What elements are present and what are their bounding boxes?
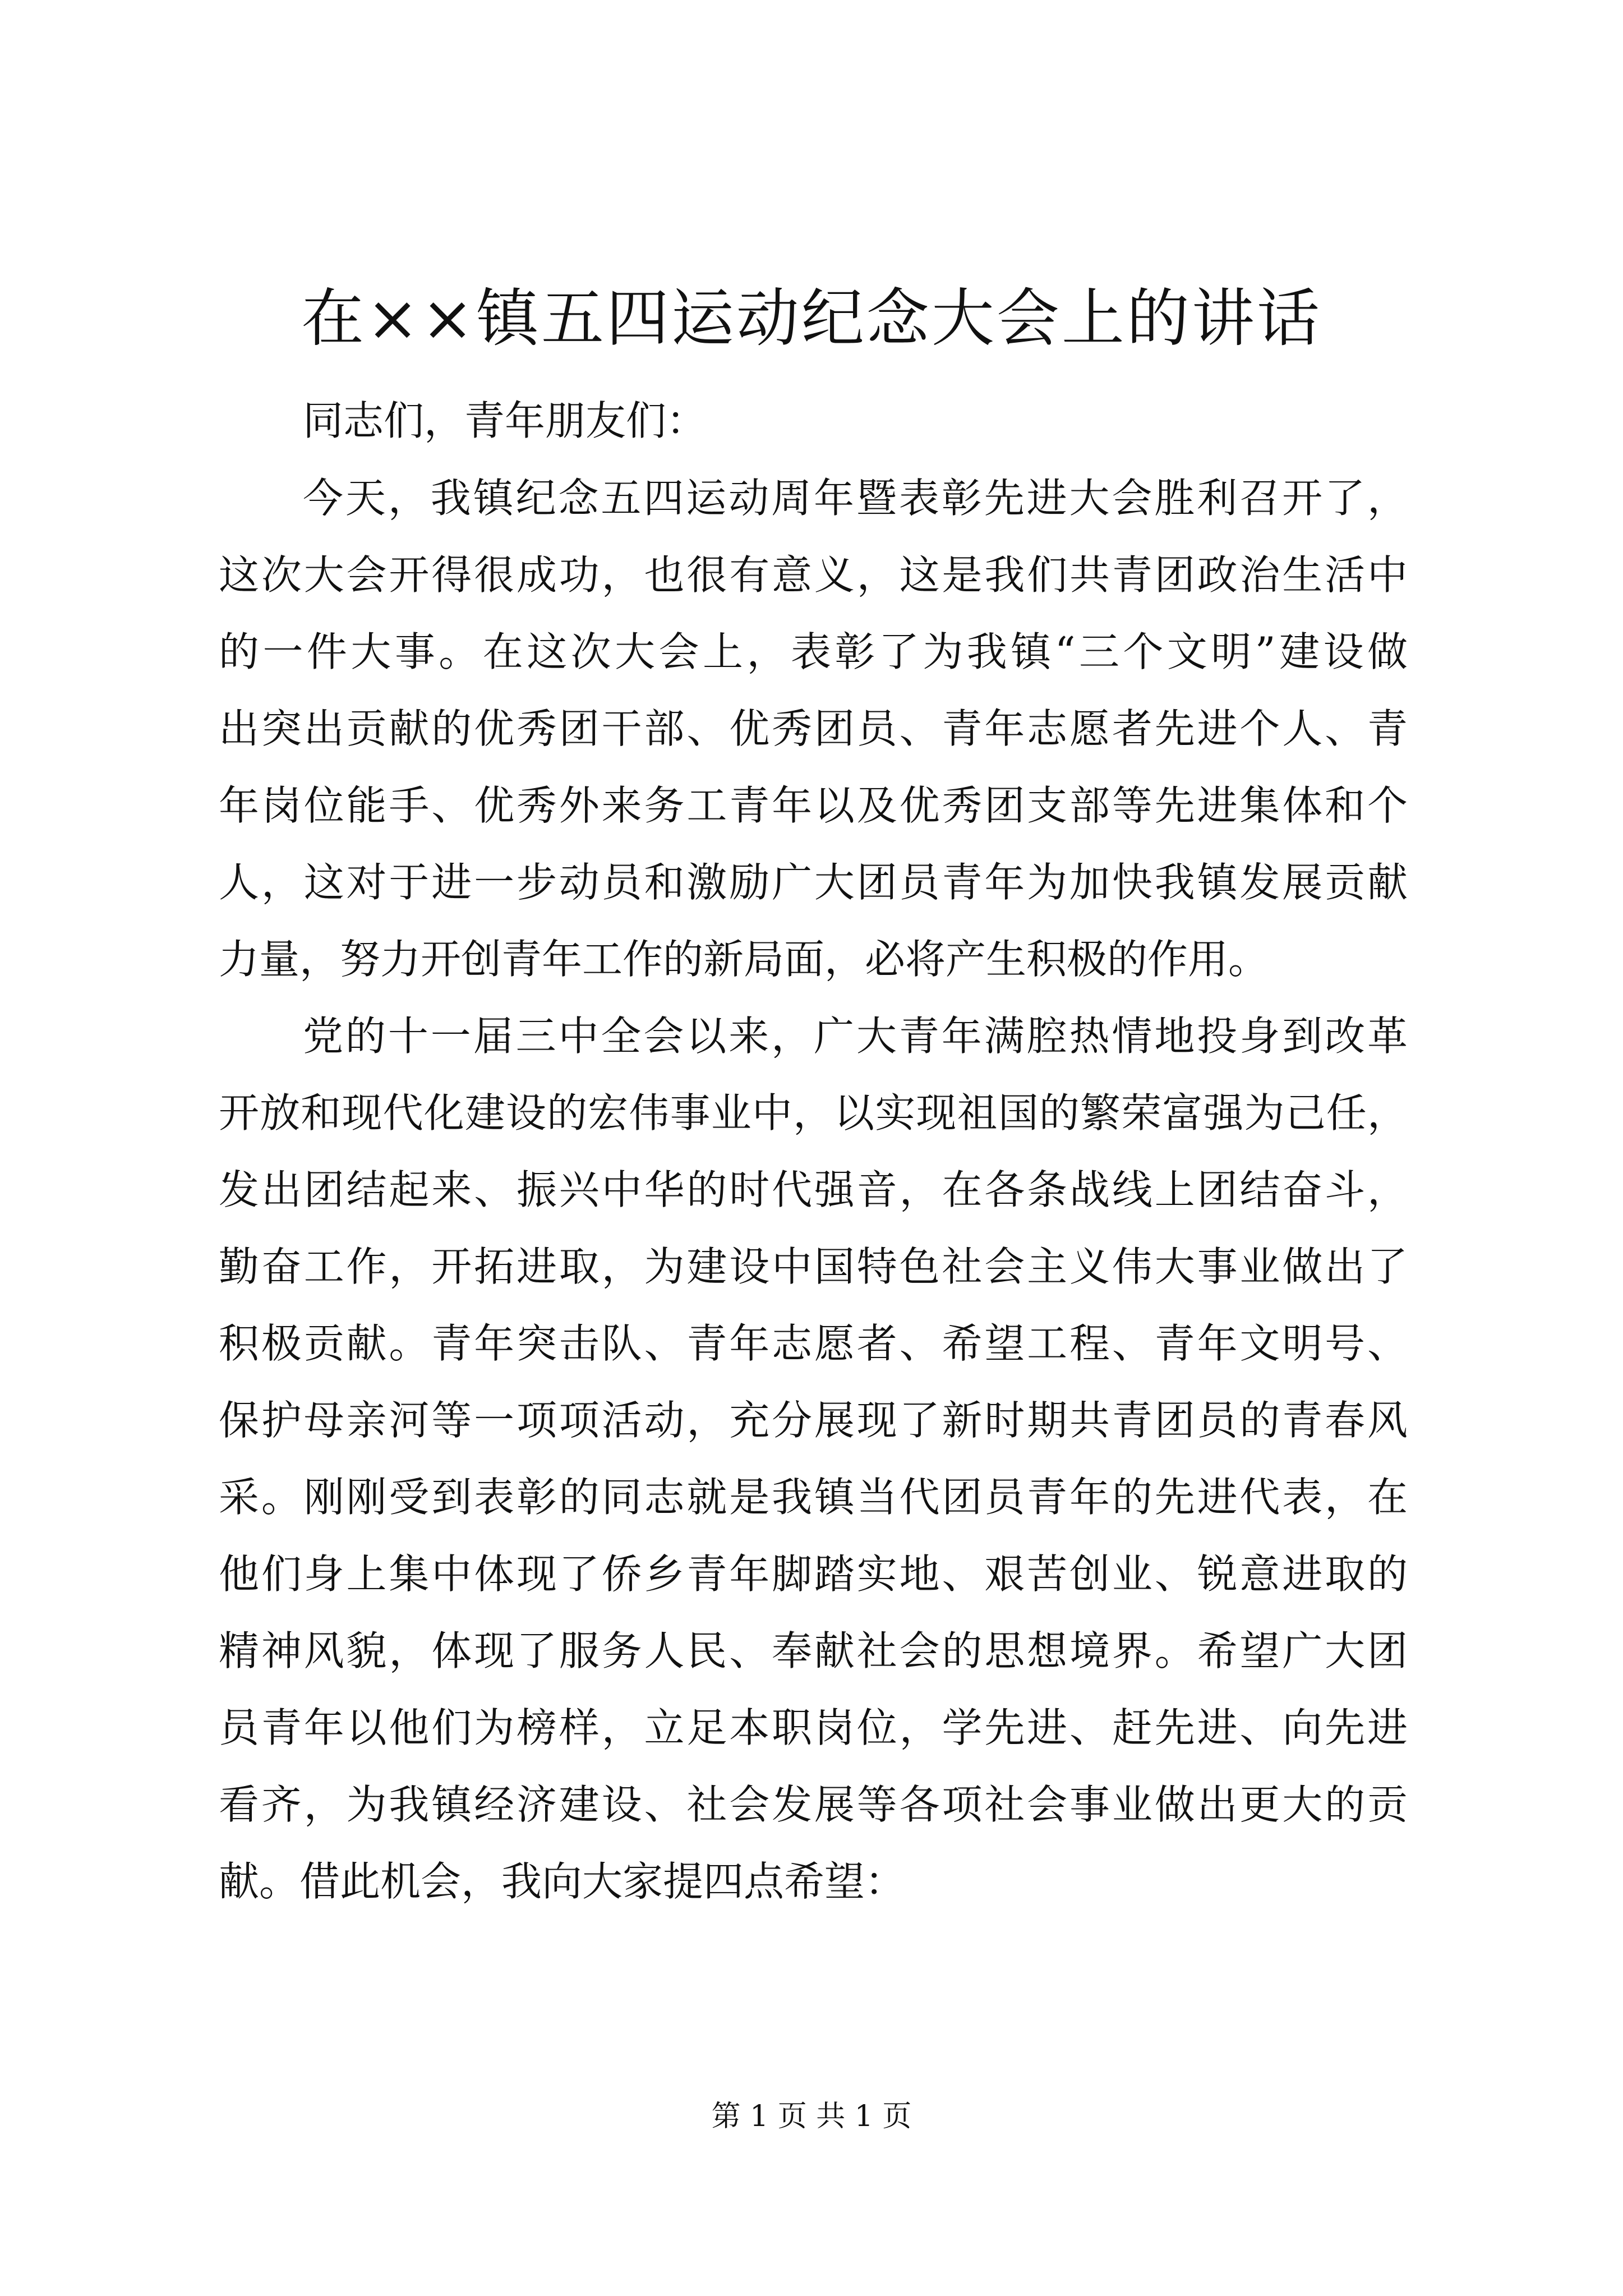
paragraph-2-line-8: 他们身上集中体现了侨乡青年脚踏实地、艰苦创业、锐意进取的 <box>219 1550 1408 1598</box>
paragraph-2-line-10: 员青年以他们为榜样，立足本职岗位，学先进、赶先进、向先进 <box>219 1704 1408 1751</box>
paragraph-2-line-2: 开放和现代化建设的宏伟事业中，以实现祖国的繁荣富强为己任， <box>219 1089 1408 1137</box>
paragraph-2-line-6: 保护母亲河等一项项活动，充分展现了新时期共青团员的青春风 <box>219 1397 1408 1444</box>
paragraph-1-line-3: 的一件大事。在这次大会上，表彰了为我镇“三个文明”建设做 <box>219 628 1408 675</box>
paragraph-2-line-4: 勤奋工作，开拓进取，为建设中国特色社会主义伟大事业做出了 <box>219 1243 1408 1290</box>
paragraph-2-line-12: 献。借此机会，我向大家提四点希望： <box>219 1858 906 1905</box>
document-title: 在××镇五四运动纪念大会上的讲话 <box>301 282 1322 355</box>
page-footer: 第 1 页 共 1 页 <box>711 2100 912 2133</box>
salutation: 同志们，青年朋友们： <box>303 397 707 444</box>
paragraph-1-line-1: 今天，我镇纪念五四运动周年暨表彰先进大会胜利召开了， <box>303 475 1408 522</box>
paragraph-2-line-1: 党的十一届三中全会以来，广大青年满腔热情地投身到改革 <box>303 1013 1408 1060</box>
paragraph-1-line-6: 人，这对于进一步动员和激励广大团员青年为加快我镇发展贡献 <box>219 859 1408 906</box>
paragraph-1-line-7: 力量，努力开创青年工作的新局面，必将产生积极的作用。 <box>219 936 1269 983</box>
paragraph-2-line-3: 发出团结起来、振兴中华的时代强音，在各条战线上团结奋斗， <box>219 1166 1408 1213</box>
paragraph-1-line-2: 这次大会开得很成功，也很有意义，这是我们共青团政治生活中 <box>219 551 1408 599</box>
paragraph-2-line-7: 采。刚刚受到表彰的同志就是我镇当代团员青年的先进代表，在 <box>219 1474 1408 1521</box>
paragraph-1-line-5: 年岗位能手、优秀外来务工青年以及优秀团支部等先进集体和个 <box>219 782 1408 829</box>
paragraph-2-line-5: 积极贡献。青年突击队、青年志愿者、希望工程、青年文明号、 <box>219 1320 1408 1367</box>
paragraph-2-line-9: 精神风貌，体现了服务人民、奉献社会的思想境界。希望广大团 <box>219 1627 1408 1674</box>
paragraph-1-line-4: 出突出贡献的优秀团干部、优秀团员、青年志愿者先进个人、青 <box>219 705 1408 752</box>
paragraph-2-line-11: 看齐，为我镇经济建设、社会发展等各项社会事业做出更大的贡 <box>219 1781 1408 1828</box>
